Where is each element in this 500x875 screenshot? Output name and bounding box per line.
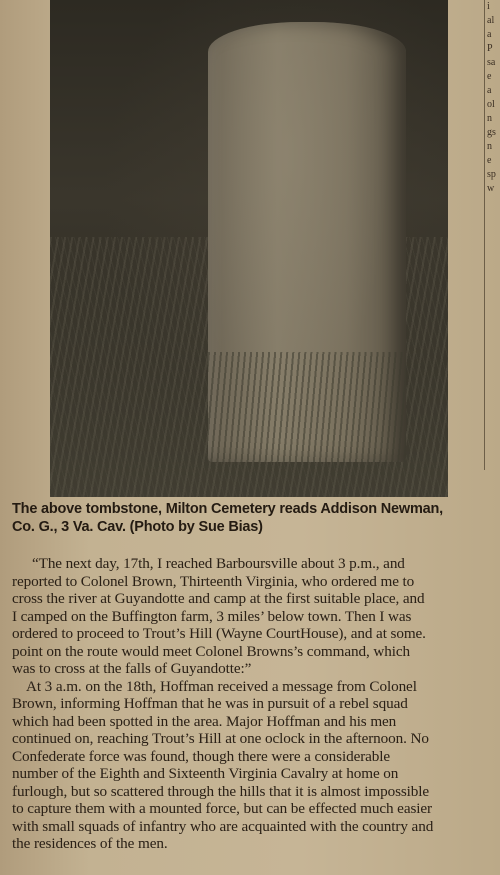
fragment-text: i — [487, 1, 490, 12]
fragment-text: sa — [487, 57, 496, 68]
fragment-text: n — [487, 141, 492, 152]
caption-line: Co. G., 3 Va. Cav. (Photo by Sue Bias) — [12, 519, 263, 535]
article-line: was to cross at the falls of Guyandotte:” — [12, 660, 252, 677]
fragment-text: e — [487, 71, 492, 82]
article-line: Brown, informing Hoffman that he was in pursuit of a rebel squad — [12, 695, 408, 712]
fragment-text: gs — [487, 127, 496, 138]
article-line: the residences of the men. — [12, 835, 168, 852]
article-line: At 3 a.m. on the 18th, Hoffman received a message from Colonel — [26, 677, 417, 695]
photo-caption — [12, 500, 496, 536]
fragment-text: sp — [487, 169, 496, 180]
article-line: furlough, but so scattered through the hills that it is almost impossible — [12, 782, 430, 800]
fragment-text: n — [487, 113, 492, 124]
article-body — [12, 555, 500, 853]
article-line: to capture them with a mounted force, but can be effected much easier — [12, 800, 432, 817]
fragment-text: w — [487, 183, 495, 194]
article-line: ordered to proceed to Trout’s Hill (Wayne CourtHouse), and at some. — [12, 625, 426, 642]
article-line: reported to Colonel Brown, Thirteenth Virginia, who ordered me to — [12, 572, 415, 590]
article-line: continued on, reaching Trout’s Hill at one oclock in the afternoon. No — [12, 730, 429, 747]
article-line: which had been spotted in the area. Major Hoffman and his men — [12, 712, 397, 730]
adjacent-column-fragment — [484, 0, 500, 470]
article-line: Confederate force was found, though there were a considerable — [12, 747, 391, 765]
fragment-text: ol — [487, 99, 495, 110]
article-line: I camped on the Buffington farm, 3 miles’ below town. Then I was — [12, 607, 412, 625]
article-line: with small squads of infantry who are acquainted with the country and — [12, 817, 434, 835]
fragment-text: e — [487, 155, 492, 166]
article-line: point on the route would meet Colonel Browns’s command, which — [12, 642, 411, 660]
tombstone-photo — [50, 0, 448, 497]
article-line: cross the river at Guyandotte and camp at the first suitable place, and — [12, 590, 425, 607]
article-line: “The next day, 17th, I reached Barboursville about 3 p.m., and — [32, 555, 405, 572]
fragment-text: P — [487, 43, 493, 54]
caption-line: The above tombstone, Milton Cemetery reads Addison Newman, — [12, 501, 443, 517]
article-line: number of the Eighth and Sixteenth Virginia Cavalry at home on — [12, 765, 399, 782]
tombstone-image — [208, 22, 406, 462]
fragment-text: a — [487, 85, 492, 96]
fragment-text: al — [487, 15, 495, 26]
fragment-text: a — [487, 29, 492, 40]
